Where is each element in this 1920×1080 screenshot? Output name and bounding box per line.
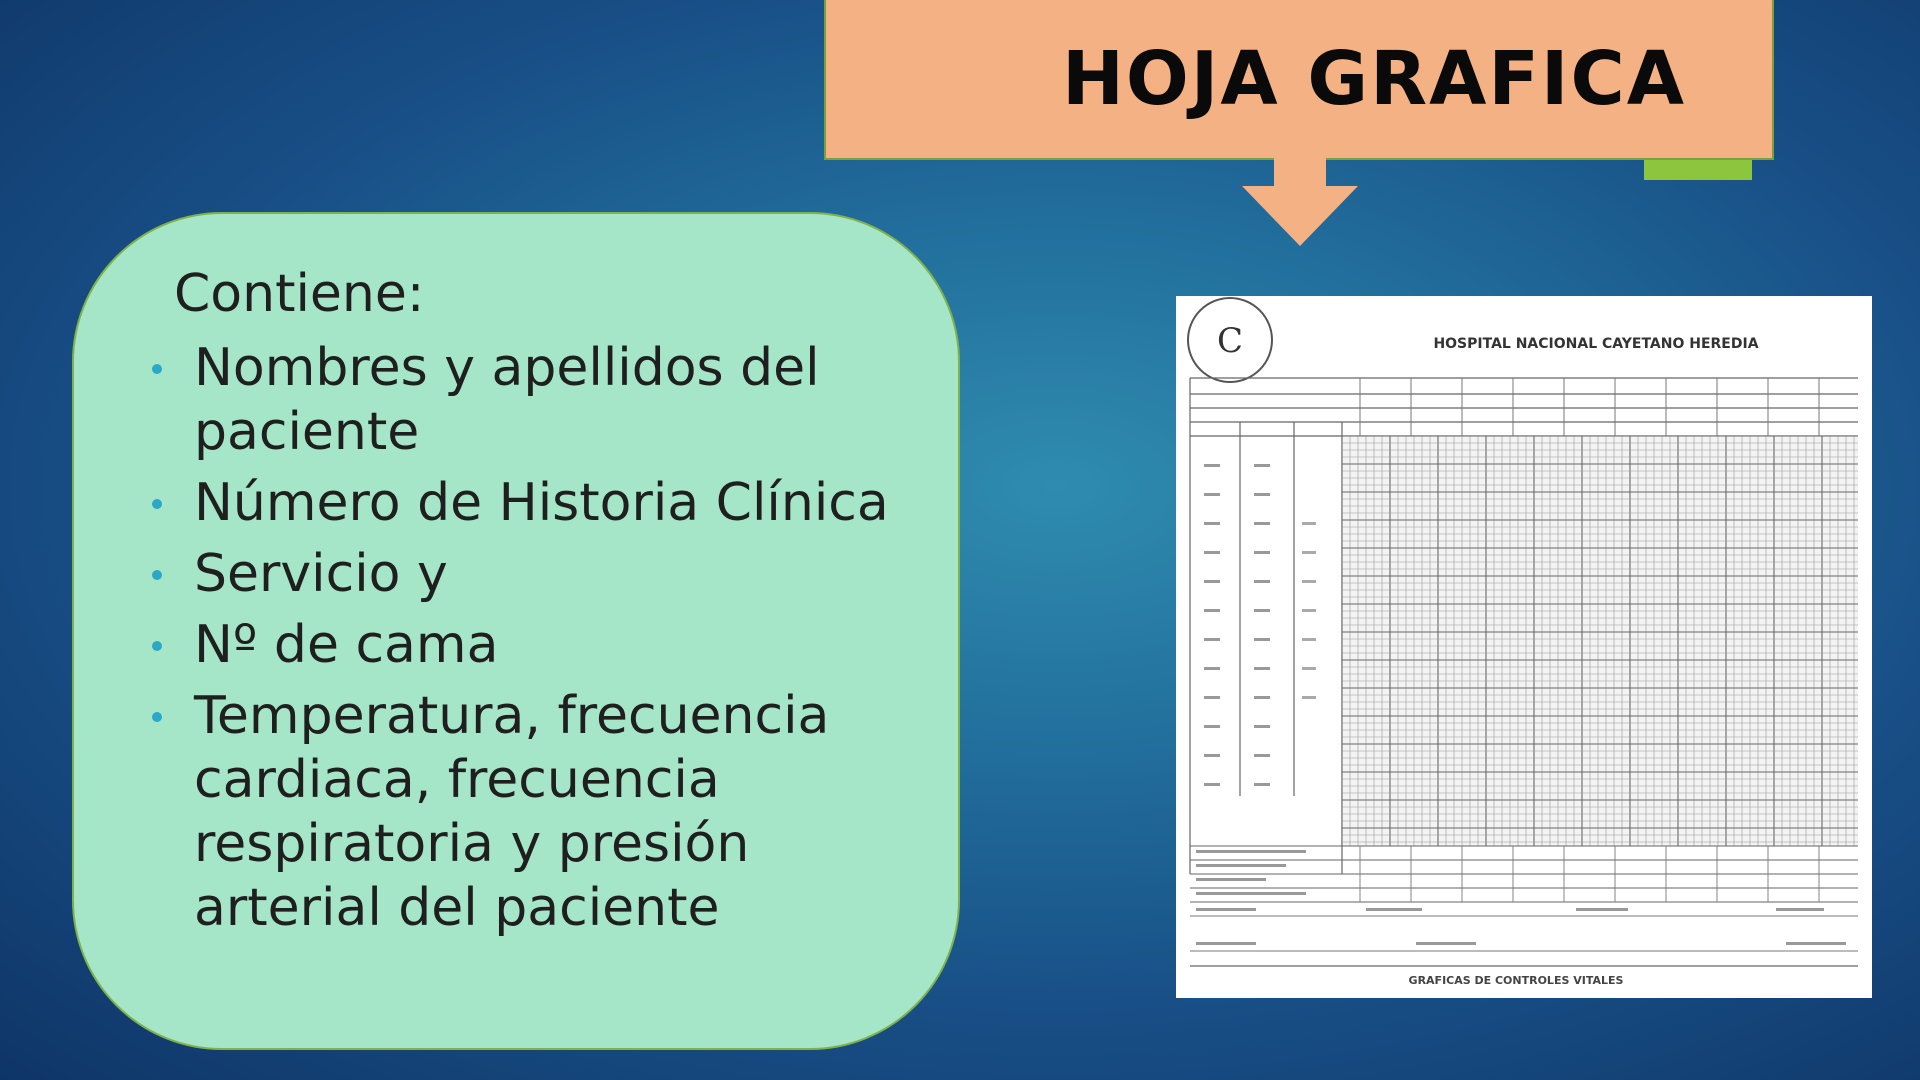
bullet-icon — [152, 364, 162, 374]
sheet-grid — [1190, 378, 1858, 966]
list-item — [134, 471, 934, 535]
logo-letter: C — [1216, 321, 1244, 361]
list-item — [134, 542, 934, 606]
bullet-icon — [152, 712, 162, 722]
hospital-name: HOSPITAL NACIONAL CAYETANO HEREDIA — [1433, 336, 1759, 352]
list-item — [134, 684, 934, 940]
list-item-text: Nombres y apellidos del paciente — [194, 338, 820, 462]
title-callout — [824, 0, 1774, 160]
list-item — [134, 613, 934, 677]
sheet-footer: GRAFICAS DE CONTROLES VITALES — [1408, 974, 1624, 987]
list-item — [134, 336, 934, 464]
callout-arrow-icon — [1236, 158, 1364, 248]
list-item-text: Temperatura, frecuencia cardiaca, frecuencia respiratoria y presión arterial del paciente — [194, 686, 830, 938]
list-item-text: Número de Historia Clínica — [194, 473, 889, 533]
accent-tab — [1644, 160, 1752, 180]
bullet-icon — [152, 641, 162, 651]
bullet-icon — [152, 499, 162, 509]
slide-title: HOJA GRAFICA — [1061, 36, 1687, 122]
content-list — [134, 336, 934, 947]
bullet-icon — [152, 570, 162, 580]
vital-signs-sheet-image — [1176, 296, 1872, 998]
content-card — [72, 212, 960, 1050]
content-heading: Contiene: — [174, 264, 425, 324]
list-item-text: Nº de cama — [194, 615, 499, 675]
sheet-drawing — [1176, 296, 1872, 998]
list-item-text: Servicio y — [194, 544, 448, 604]
